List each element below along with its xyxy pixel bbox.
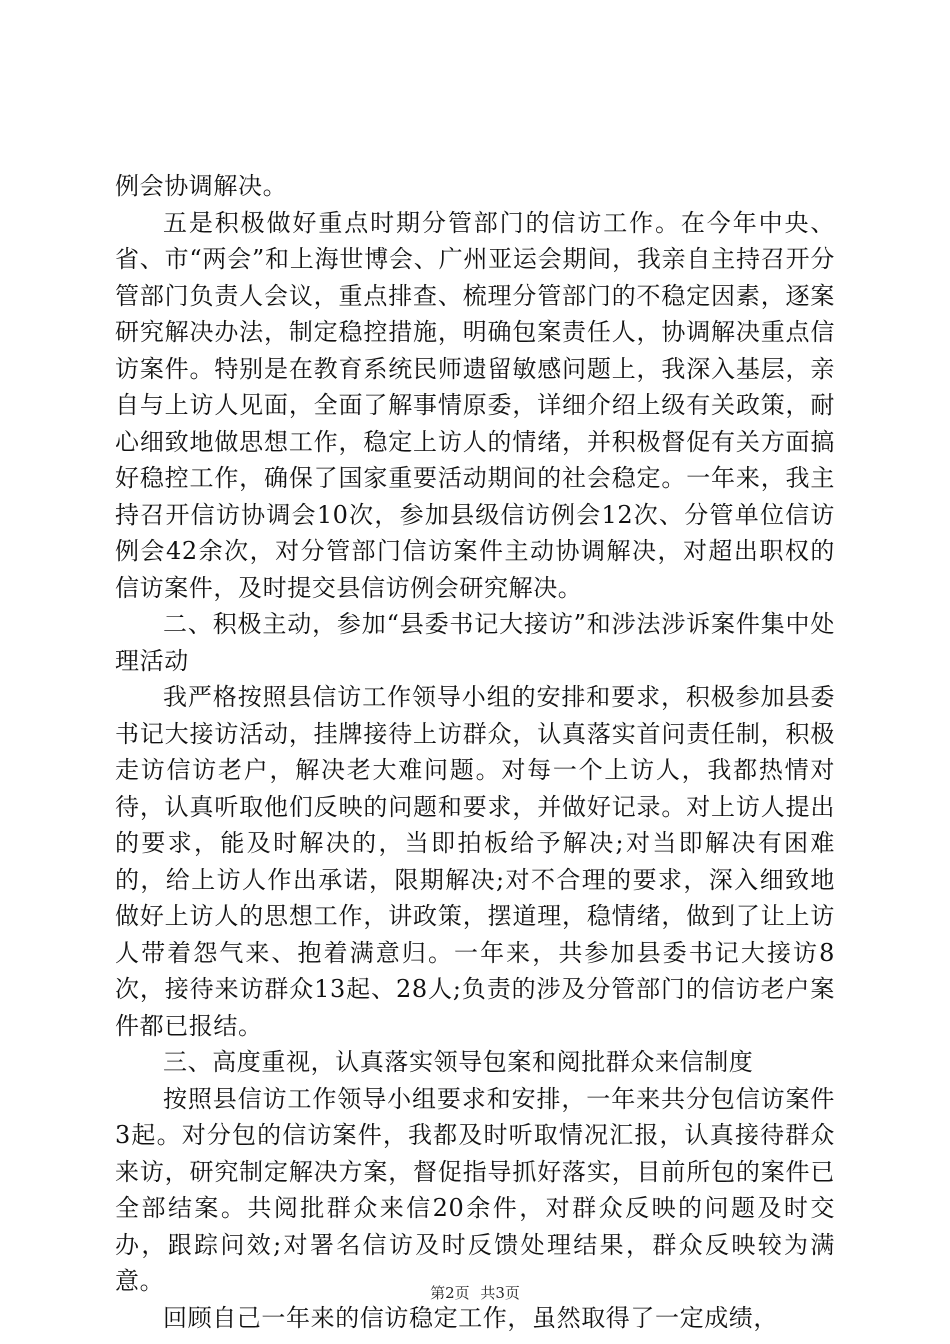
page-total: 共3页: [480, 1284, 520, 1302]
section-heading-2: 二、积极主动，参加“县委书记大接访”和涉法涉诉案件集中处理活动: [115, 610, 835, 675]
paragraph-key-period-work: 五是积极做好重点时期分管部门的信访工作。在今年中央、省、市“两会”和上海世博会、广州亚运会期间，我亲自主持召开分管部门负责人会议，重点排查、梳理分管部门的不稳定因素，逐案研究解决办法，制定稳控措施，明确包案责任人，协调解决重点信访案件。特别是在教育系统民师遗留敏感问题上，我深入基层，亲自与上访人见面，全面了解事情原委，详细介绍上级有关政策，耐心细致地做思想工作，稳定上访人的情绪，并积极督促有关方面搞好稳控工作，确保了国家重要活动期间的社会稳定。一年来，我主持召开信访协调会10次，参加县级信访例会12次、分管单位信访例会42余次，对分管部门信访案件主动协调解决，对超出职权的信访案件，及时提交县信访例会研究解决。: [115, 208, 835, 602]
document-body: [115, 168, 835, 1336]
paragraph-reception-activity: 我严格按照县信访工作领导小组的安排和要求，积极参加县委书记大接访活动，挂牌接待上访群众，认真落实首问责任制，积极走访信访老户，解决老大难问题。对每一个上访人，我都热情对待，认真听取他们反映的问题和要求，并做好记录。对上访人提出的要求，能及时解决的，当即拍板给予解决;对当即解决有困难的，给上访人作出承诺，限期解决;对不合理的要求，深入细致地做好上访人的思想工作，讲政策，摆道理，稳情绪，做到了让上访人带着怨气来、抱着满意归。一年来，共参加县委书记大接访8次，接待来访群众13起、28人;负责的涉及分管部门的信访老户案件都已报结。: [115, 683, 835, 1040]
paragraph-continuation: 例会协调解决。: [115, 172, 288, 200]
page-footer: [0, 1283, 950, 1303]
paragraph-case-handling: 按照县信访工作领导小组要求和安排，一年来共分包信访案件3起。对分包的信访案件，我都及时听取情况汇报，认真接待群众来访，研究制定解决方案，督促指导抓好落实，目前所包的案件已全部结案。共阅批群众来信20余件，对群众反映的问题及时交办，跟踪问效;对署名信访及时反馈处理结果，群众反映较为满意。: [115, 1084, 835, 1295]
page-number: 第2页: [430, 1284, 470, 1302]
section-heading-3: 三、高度重视，认真落实领导包案和阅批群众来信制度: [163, 1048, 754, 1076]
paragraph-review: 回顾自己一年来的信访稳定工作，虽然取得了一定成绩，: [163, 1303, 778, 1332]
